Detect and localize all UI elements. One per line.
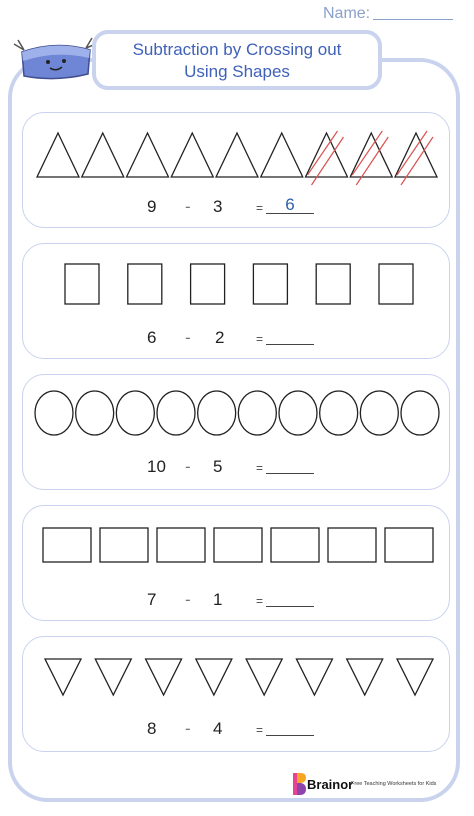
equals-sign: = [256, 461, 264, 475]
circle-shape[interactable] [198, 391, 236, 435]
circle-shape[interactable] [238, 391, 276, 435]
equals-sign: = [256, 594, 264, 608]
operand-a: 10 [147, 457, 166, 476]
name-label: Name: [323, 5, 371, 22]
operand-a: 8 [147, 719, 157, 738]
answer-field[interactable]: 6 [266, 195, 314, 214]
problem-panel-1 [22, 112, 450, 228]
answer-field[interactable] [266, 588, 314, 607]
rectangle-shape[interactable] [214, 528, 262, 562]
brainor-logo-icon [291, 771, 307, 797]
operand-a: 6 [147, 328, 157, 347]
answer-field[interactable] [266, 455, 314, 474]
minus-sign: - [185, 590, 191, 609]
triangle-up-shape[interactable] [261, 133, 303, 177]
circle-shape[interactable] [35, 391, 73, 435]
triangle-down-shape[interactable] [146, 659, 182, 695]
circle-shape[interactable] [116, 391, 154, 435]
square-shape[interactable] [128, 264, 162, 304]
minus-sign: - [185, 197, 191, 216]
operand-a: 9 [147, 197, 157, 216]
equals-sign: = [256, 332, 264, 346]
triangle-up-shape[interactable] [82, 133, 124, 177]
square-shape[interactable] [316, 264, 350, 304]
answer-field[interactable] [266, 326, 314, 345]
eraser-mascot-icon [12, 36, 98, 84]
square-shape[interactable] [253, 264, 287, 304]
equals-sign: = [256, 201, 264, 215]
problem-panel-2 [22, 243, 450, 359]
problem-panel-3 [22, 374, 450, 490]
operand-b: 3 [213, 197, 223, 216]
triangle-up-shape[interactable] [306, 131, 348, 185]
triangle-down-shape[interactable] [196, 659, 232, 695]
circle-shape[interactable] [401, 391, 439, 435]
triangle-down-shape[interactable] [45, 659, 81, 695]
triangle-down-shape[interactable] [397, 659, 433, 695]
rectangle-shape[interactable] [43, 528, 91, 562]
triangle-up-shape[interactable] [127, 133, 169, 177]
rectangle-shape[interactable] [100, 528, 148, 562]
operand-b: 4 [213, 719, 223, 738]
brand-name: Brainor [307, 777, 354, 792]
shapes-row-5 [23, 637, 451, 753]
triangle-up-shape[interactable] [37, 133, 79, 177]
shapes-row-4 [23, 506, 451, 622]
equals-sign: = [256, 723, 264, 737]
name-blank-line[interactable] [373, 5, 453, 20]
minus-sign: - [185, 457, 191, 476]
triangle-up-shape[interactable] [350, 131, 392, 185]
shapes-row-2 [23, 244, 451, 360]
triangle-up-shape[interactable] [171, 133, 213, 177]
answer-field[interactable] [266, 717, 314, 736]
square-shape[interactable] [191, 264, 225, 304]
shapes-row-3 [23, 375, 451, 491]
minus-sign: - [185, 328, 191, 347]
triangle-down-shape[interactable] [246, 659, 282, 695]
circle-shape[interactable] [320, 391, 358, 435]
operand-b: 5 [213, 457, 223, 476]
shapes-row-1 [23, 113, 451, 229]
worksheet-title [92, 30, 382, 90]
triangle-up-shape[interactable] [216, 133, 258, 177]
rectangle-shape[interactable] [157, 528, 205, 562]
title-line-2: Using Shapes [184, 62, 290, 81]
operand-b: 1 [213, 590, 223, 609]
square-shape[interactable] [65, 264, 99, 304]
minus-sign: - [185, 719, 191, 738]
square-shape[interactable] [379, 264, 413, 304]
triangle-down-shape[interactable] [95, 659, 131, 695]
triangle-down-shape[interactable] [347, 659, 383, 695]
title-line-1: Subtraction by Crossing out [132, 40, 342, 59]
operand-b: 2 [215, 328, 225, 347]
triangle-down-shape[interactable] [296, 659, 332, 695]
rectangle-shape[interactable] [271, 528, 319, 562]
triangle-up-shape[interactable] [395, 131, 437, 185]
circle-shape[interactable] [279, 391, 317, 435]
problem-panel-4 [22, 505, 450, 621]
circle-shape[interactable] [360, 391, 398, 435]
brand-tagline: Free Teaching Worksheets for Kids [351, 781, 437, 787]
rectangle-shape[interactable] [328, 528, 376, 562]
operand-a: 7 [147, 590, 157, 609]
rectangle-shape[interactable] [385, 528, 433, 562]
problem-panel-5 [22, 636, 450, 752]
circle-shape[interactable] [157, 391, 195, 435]
circle-shape[interactable] [76, 391, 114, 435]
name-field[interactable] [323, 5, 453, 23]
